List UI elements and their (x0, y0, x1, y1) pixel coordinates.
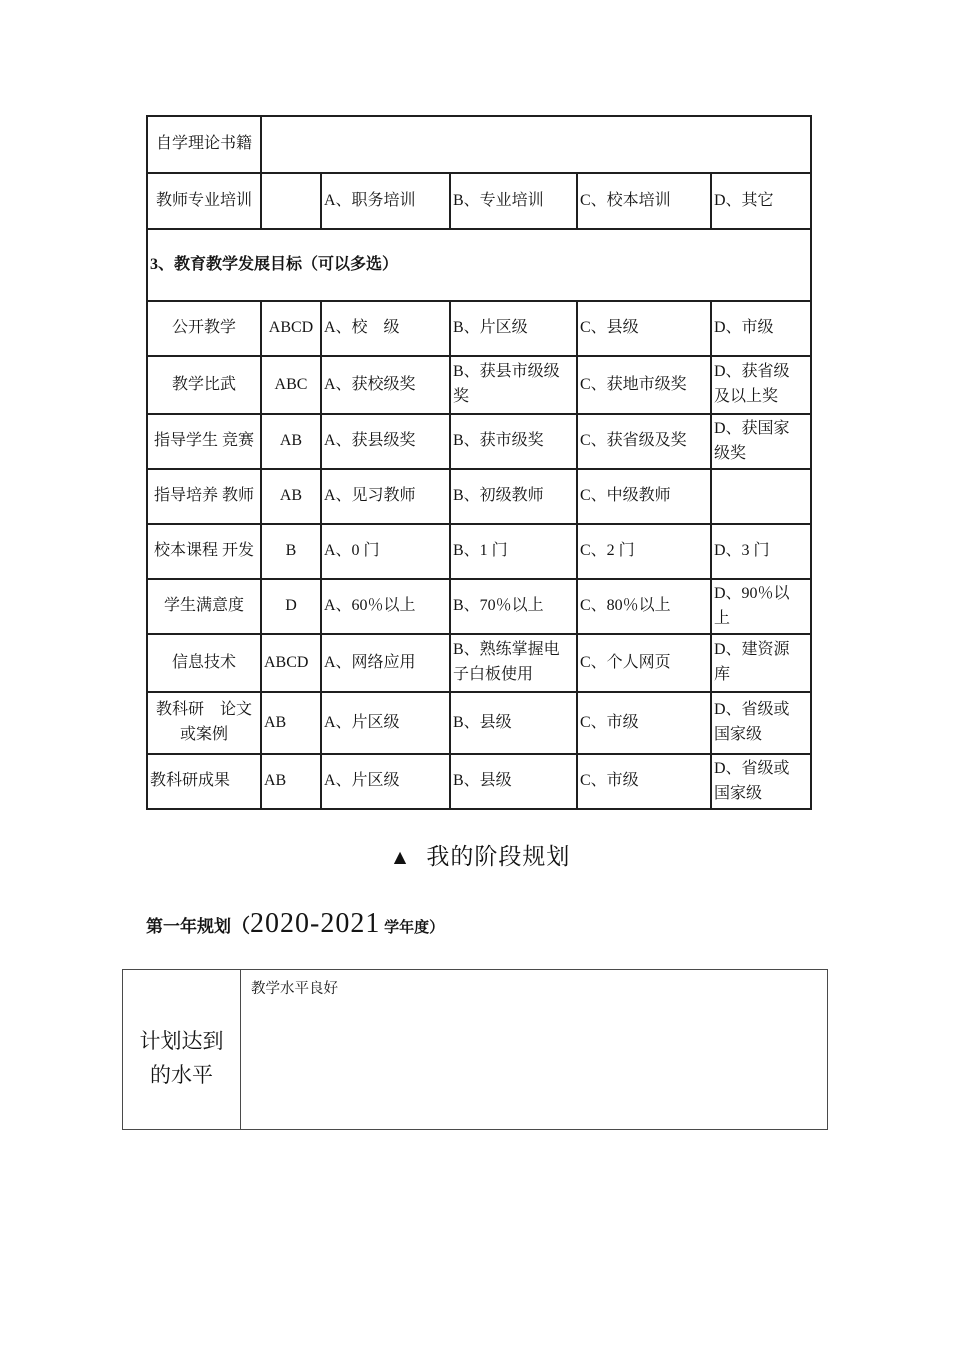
row-label: 教科研成果 (147, 754, 261, 809)
answer-cell (261, 173, 321, 229)
row-label: 教学比武 (147, 356, 261, 414)
first-year-plan-label: 第一年规划 (146, 917, 231, 936)
row-label: 教师专业培训 (147, 173, 261, 229)
answer-cell: ABC (261, 356, 321, 414)
open-paren: （ (231, 916, 251, 937)
row-self-study-books (147, 116, 811, 173)
row-teacher-training (147, 173, 811, 229)
option-b-cell: B、熟练掌握电子白板使用 (450, 634, 577, 692)
answer-cell: AB (261, 754, 321, 809)
row-section-title (147, 229, 811, 301)
stage-plan-heading-text: 我的阶段规划 (426, 844, 571, 869)
option-c-cell: C、获省级及奖 (577, 414, 711, 469)
option-d-cell: D、获省级及以上奖 (711, 356, 811, 414)
option-a-cell: A、网络应用 (321, 634, 450, 692)
plan-level-label-line1: 计划达到 (139, 1028, 224, 1053)
answer-cell: D (261, 579, 321, 634)
row-label: 指导培养 教师 (147, 469, 261, 524)
option-c-cell: C、中级教师 (577, 469, 711, 524)
school-year-suffix: 学年度） (380, 920, 445, 936)
answer-cell: AB (261, 469, 321, 524)
row-teaching-contest (147, 356, 811, 414)
option-a-cell: A、60％以上 (321, 579, 450, 634)
option-d-cell: D、省级或国家级 (711, 692, 811, 754)
first-year-plan-line (146, 908, 846, 940)
row-student-satisfaction (147, 579, 811, 634)
row-research-papers (147, 692, 811, 754)
option-a-cell: A、职务培训 (321, 173, 450, 229)
answer-cell: ABCD (261, 634, 321, 692)
plan-level-label (123, 970, 241, 1129)
answer-cell: B (261, 524, 321, 579)
option-c-cell: C、校本培训 (577, 173, 711, 229)
option-b-cell: B、70％以上 (450, 579, 577, 634)
option-a-cell: A、获县级奖 (321, 414, 450, 469)
school-year-range: 2020-2021 (250, 908, 381, 939)
option-a-cell: A、获校级奖 (321, 356, 450, 414)
option-d-cell (711, 469, 811, 524)
option-a-cell: A、0 门 (321, 524, 450, 579)
row-label: 校本课程 开发 (147, 524, 261, 579)
row-label: 信息技术 (147, 634, 261, 692)
answer-cell: AB (261, 692, 321, 754)
self-study-books-blank-cell (261, 116, 811, 173)
row-research-results (147, 754, 811, 809)
answer-cell: ABCD (261, 301, 321, 356)
row-label: 公开教学 (147, 301, 261, 356)
row-guide-student-competition (147, 414, 811, 469)
row-label: 指导学生 竞赛 (147, 414, 261, 469)
option-c-cell: C、2 门 (577, 524, 711, 579)
option-d-cell: D、省级或国家级 (711, 754, 811, 809)
row-label: 教科研 论文或案例 (147, 692, 261, 754)
plan-table (122, 969, 828, 1130)
option-b-cell: B、获县市级级奖 (450, 356, 577, 414)
option-b-cell: B、获市级奖 (450, 414, 577, 469)
row-label: 自学理论书籍 (147, 116, 261, 173)
answer-cell: AB (261, 414, 321, 469)
row-information-technology (147, 634, 811, 692)
row-school-curriculum (147, 524, 811, 579)
option-c-cell: C、市级 (577, 692, 711, 754)
plan-level-content: 教学水平良好 (251, 981, 338, 997)
stage-plan-heading (0, 838, 960, 871)
option-c-cell: C、获地市级奖 (577, 356, 711, 414)
option-b-cell: B、专业培训 (450, 173, 577, 229)
option-d-cell: D、3 门 (711, 524, 811, 579)
option-d-cell: D、90％以上 (711, 579, 811, 634)
option-a-cell: A、校 级 (321, 301, 450, 356)
option-a-cell: A、见习教师 (321, 469, 450, 524)
option-d-cell: D、市级 (711, 301, 811, 356)
option-c-cell: C、县级 (577, 301, 711, 356)
option-d-cell: D、建资源库 (711, 634, 811, 692)
option-b-cell: B、县级 (450, 754, 577, 809)
triangle-icon: ▲ (389, 845, 411, 869)
option-d-cell: D、其它 (711, 173, 811, 229)
option-c-cell: C、80％以上 (577, 579, 711, 634)
section-title: 3、教育教学发展目标（可以多选） (147, 229, 811, 301)
option-b-cell: B、初级教师 (450, 469, 577, 524)
row-mentor-teachers (147, 469, 811, 524)
row-label: 学生满意度 (147, 579, 261, 634)
option-b-cell: B、片区级 (450, 301, 577, 356)
option-b-cell: B、县级 (450, 692, 577, 754)
row-open-teaching (147, 301, 811, 356)
option-c-cell: C、个人网页 (577, 634, 711, 692)
option-d-cell: D、获国家级奖 (711, 414, 811, 469)
option-a-cell: A、片区级 (321, 692, 450, 754)
option-b-cell: B、1 门 (450, 524, 577, 579)
option-c-cell: C、市级 (577, 754, 711, 809)
plan-level-label-line2: 的水平 (150, 1062, 213, 1087)
option-a-cell: A、片区级 (321, 754, 450, 809)
survey-table (146, 115, 812, 810)
